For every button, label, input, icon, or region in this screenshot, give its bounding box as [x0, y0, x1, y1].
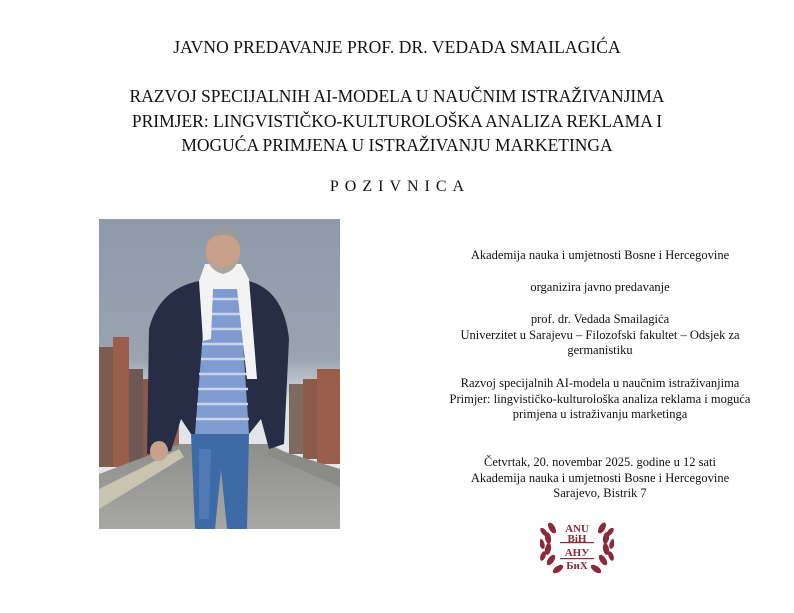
lecture-title: JAVNO PREDAVANJE PROF. DR. VEDADA SMAILAGIĆA: [173, 37, 621, 57]
organizes-text: organizira javno predavanje: [530, 280, 670, 294]
speaker-affiliation-cont: germanistiku: [567, 343, 633, 357]
event-venue: Akademija nauka i umjetnosti Bosne i Hercegovine: [470, 470, 730, 485]
invitation-label: POZIVNICA: [329, 178, 471, 195]
subtitle-line: RAZVOJ SPECIJALNIH AI-MODELA U NAUČNIM ISTRAŽIVANJIMA: [129, 86, 665, 106]
svg-text:БиХ: БиХ: [566, 560, 588, 572]
laurel-wreath-icon: [540, 514, 614, 582]
event-date-time: Četvrtak, 20. novembar 2025. godine u 12 sati: [484, 455, 716, 469]
event-details: [410, 455, 790, 502]
topic-line: Razvoj specijalnih AI-modela u naučnim istraživanjima: [460, 376, 740, 390]
organizer-name: Akademija nauka i umjetnosti Bosne i Hercegovine: [470, 248, 730, 262]
lecture-subtitle: [0, 84, 794, 158]
topic-block: [410, 376, 790, 423]
svg-text:АНУ: АНУ: [564, 547, 590, 559]
speaker-block: [410, 312, 790, 359]
subtitle-line: MOGUĆA PRIMJENA U ISTRAŽIVANJU MARKETINGA: [181, 135, 613, 155]
topic-line: Primjer: lingvističko-kulturološka analiza reklama i moguća: [449, 391, 751, 406]
svg-text:ANU: ANU: [565, 523, 589, 535]
speaker-name: prof. dr. Vedada Smailagića: [530, 312, 670, 326]
lecturer-photo: [99, 219, 340, 529]
topic-line: primjena u istraživanju marketinga: [512, 407, 688, 421]
speaker-affiliation: Univerzitet u Sarajevu – Filozofski fakultet – Odsjek za: [460, 327, 740, 342]
subtitle-line: PRIMJER: LINGVISTIČKO-KULTUROLOŠKA ANALIZA REKLAMA I: [131, 110, 663, 131]
svg-text:BiH: BiH: [567, 533, 587, 545]
event-address: Sarajevo, Bistrik 7: [553, 486, 647, 500]
anubih-logo: [540, 514, 614, 582]
